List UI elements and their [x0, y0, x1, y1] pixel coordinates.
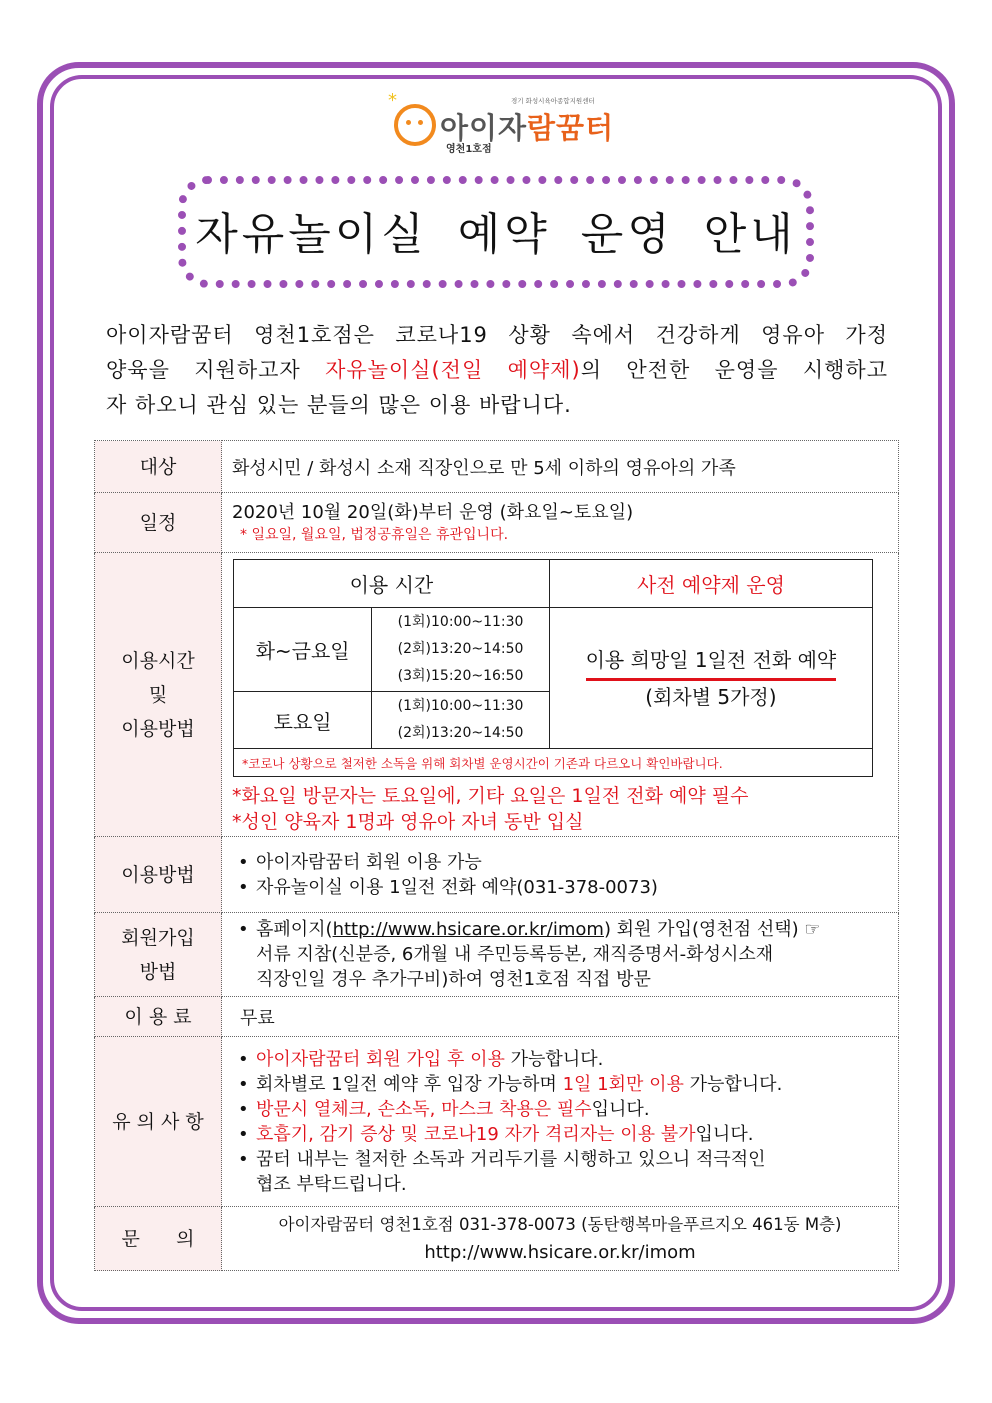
logo-center-name: 경기 화성시육아종합지원센터 — [511, 97, 595, 105]
logo — [388, 92, 618, 162]
method-sub: (회차별 5가정) — [645, 684, 777, 709]
intro-line-1: 아이자람꿈터 영천1호점은 코로나19 상황 속에서 건강하게 영유아 가정 — [106, 323, 888, 347]
row-label-contact: 문 의 — [95, 1207, 222, 1271]
homepage-link[interactable]: http://www.hsicare.or.kr/imom — [332, 919, 604, 940]
logo-name: 아이자람꿈터 — [440, 111, 615, 145]
intro-line-3: 자 하오니 관심 있는 분들의 많은 이용 바랍니다. — [106, 393, 572, 417]
time-slot: (1회)10:00~11:30 — [397, 614, 524, 630]
method-main: 이용 희망일 1일전 전화 예약 — [586, 644, 837, 681]
logo-branch: 영천1호점 — [446, 144, 492, 155]
table-row — [95, 553, 899, 837]
caution-item: • 꿈터 내부는 철저한 소독과 거리두기를 시행하고 있으니 적극적인 협조 부탁드립니다. — [232, 1147, 888, 1197]
row-label-caution: 유 의 사 항 — [95, 1037, 222, 1207]
table-row — [95, 837, 899, 913]
intro-line-2: 양육을 지원하고자 자유놀이실(전일 예약제)의 안전한 운영을 시행하고 — [106, 358, 889, 382]
row-label-schedule: 일정 — [95, 493, 222, 553]
time-slot: (2회)13:20~14:50 — [397, 725, 524, 741]
contact-url[interactable]: http://www.hsicare.or.kr/imom — [424, 1241, 696, 1263]
row-label-target: 대상 — [95, 441, 222, 493]
contact-line: 아이자람꿈터 영천1호점 031-378-0073 (동탄행복마을푸르지오 461동 M층) — [278, 1214, 842, 1234]
fee-text: 무료 — [222, 997, 899, 1037]
time-slot: (2회)13:20~14:50 — [397, 641, 524, 657]
time-slot: (1회)10:00~11:30 — [397, 698, 524, 714]
header-time: 이용 시간 — [234, 560, 550, 608]
schedule-note: * 일요일, 월요일, 법정공휴일은 휴관입니다. — [240, 526, 509, 543]
usage-item: • 아이자람꿈터 회원 이용 가능 — [232, 850, 888, 875]
join-item: • 홈페이지(http://www.hsicare.or.kr/imom) 회원 가입(영천점 선택) ☞ 서류 지참(신분증, 6개월 내 주민등록등본, 재직증명서-화성시소재 직장인일 경우 추가구비)하여 영천1호점 직접 방문 — [232, 917, 888, 992]
covid-note: *코로나 상황으로 철저한 소독을 위해 회차별 운영시간이 기존과 다르오니 확인바랍니다. — [234, 749, 873, 777]
info-table — [94, 440, 899, 1271]
table-row — [95, 997, 899, 1037]
caution-item: • 호흡기, 감기 증상 및 코로나19 자가 격리자는 이용 불가입니다. — [232, 1122, 888, 1147]
table-row — [95, 913, 899, 997]
caution-item: • 방문시 열체크, 손소독, 마스크 착용은 필수입니다. — [232, 1097, 888, 1122]
usage-item: • 자유놀이실 이용 1일전 전화 예약(031-378-0073) — [232, 875, 888, 900]
weekday-label: 화~금요일 — [234, 608, 372, 692]
header-method: 사전 예약제 운영 — [549, 560, 872, 608]
table-row — [95, 1207, 899, 1271]
notice-1: *화요일 방문자는 토요일에, 기타 요일은 1일전 전화 예약 필수 — [232, 785, 749, 807]
star-icon: * — [388, 90, 397, 111]
table-row — [95, 441, 899, 493]
saturday-label: 토요일 — [234, 692, 372, 749]
time-slot: (3회)15:20~16:50 — [397, 668, 524, 684]
table-row — [95, 493, 899, 553]
table-row — [95, 1037, 899, 1207]
child-face-icon — [394, 104, 436, 146]
row-label-hours: 이용시간 및 이용방법 — [95, 553, 222, 837]
page-title: 자유놀이실 예약 운영 안내 — [195, 209, 797, 260]
row-label-usage: 이용방법 — [95, 837, 222, 913]
intro-paragraph — [106, 318, 888, 423]
caution-item: • 아이자람꿈터 회원 가입 후 이용 가능합니다. — [232, 1047, 888, 1072]
notice-2: *성인 양육자 1명과 영유아 자녀 동반 입실 — [232, 811, 584, 833]
row-label-join: 회원가입 방법 — [95, 913, 222, 997]
row-label-fee: 이 용 료 — [95, 997, 222, 1037]
hours-table — [233, 559, 873, 777]
target-text: 화성시민 / 화성시 소재 직장인으로 만 5세 이하의 영유아의 가족 — [222, 441, 899, 493]
schedule-text: 2020년 10월 20일(화)부터 운영 (화요일~토요일) — [232, 501, 634, 523]
caution-item: • 회차별로 1일전 예약 후 입장 가능하며 1일 1회만 이용 가능합니다. — [232, 1072, 888, 1097]
